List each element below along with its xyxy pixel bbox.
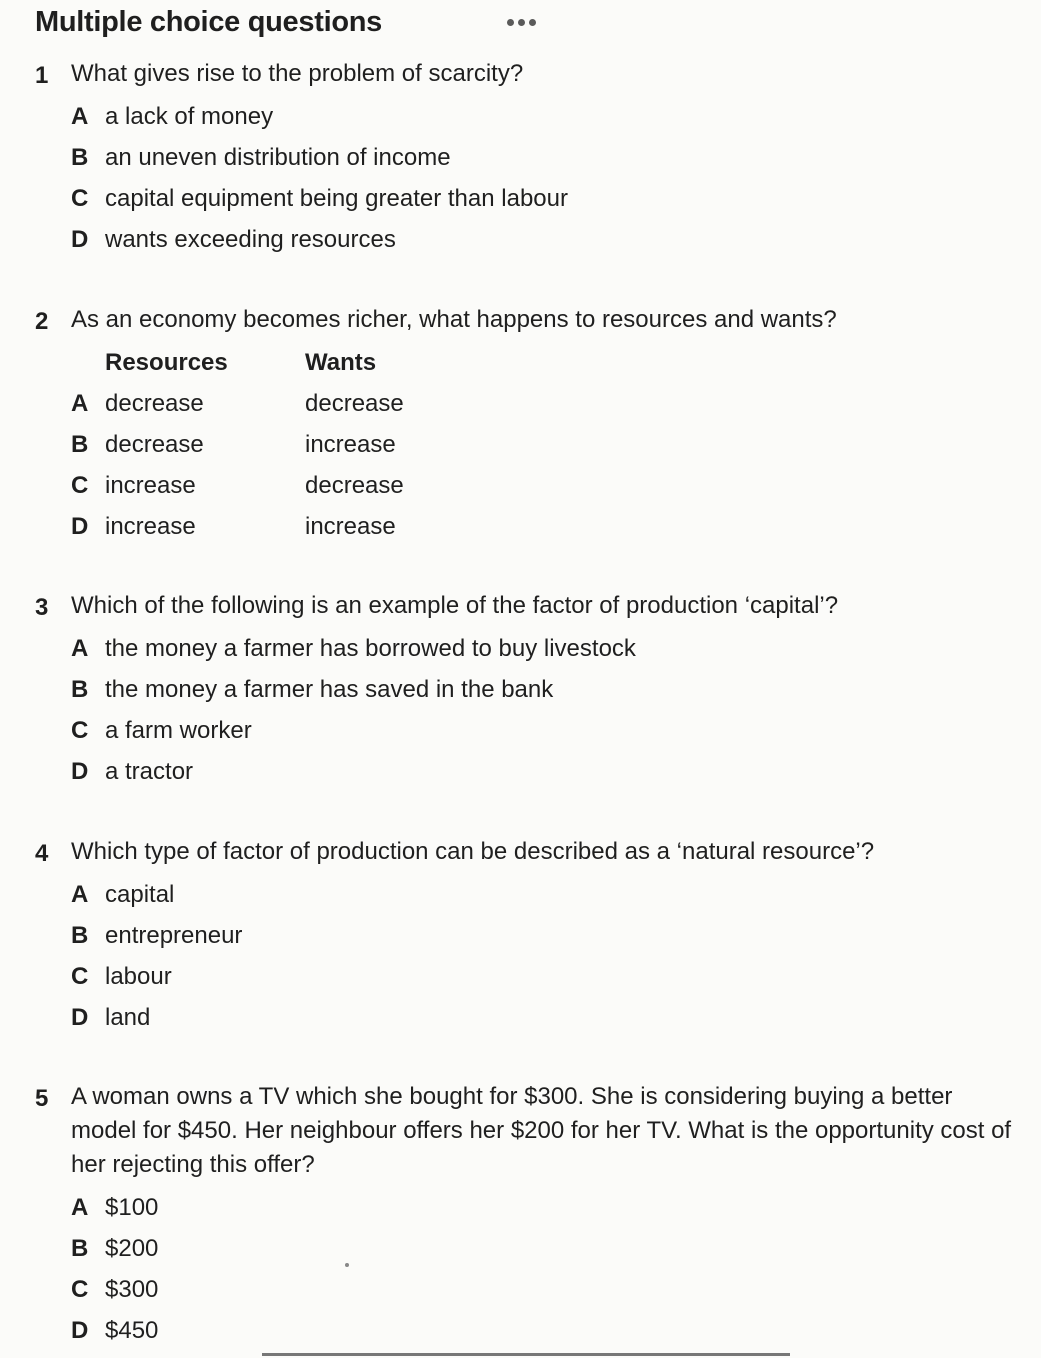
option-text: capital bbox=[105, 881, 175, 908]
question-number: 3 bbox=[35, 594, 49, 621]
option-wants: decrease bbox=[305, 472, 404, 499]
question-number: 2 bbox=[35, 308, 49, 335]
option-text: a tractor bbox=[105, 758, 194, 785]
question-text: Which type of factor of production can be described as a ‘natural resource’? bbox=[71, 838, 875, 865]
option-text: an uneven distribution of income bbox=[105, 144, 451, 171]
option-letter: A bbox=[71, 881, 89, 908]
option-text: $100 bbox=[105, 1194, 159, 1221]
option-wants: decrease bbox=[305, 390, 404, 417]
option-text: land bbox=[105, 1004, 151, 1031]
option-text: $200 bbox=[105, 1235, 159, 1262]
option-text: a farm worker bbox=[105, 717, 252, 744]
option-letter: C bbox=[71, 717, 89, 744]
option-letter: B bbox=[71, 431, 89, 458]
option-letter: A bbox=[71, 635, 89, 662]
column-header-resources: Resources bbox=[105, 349, 228, 376]
option-letter: B bbox=[71, 676, 89, 703]
option-letter: B bbox=[71, 922, 89, 949]
ellipsis-dots-icon bbox=[507, 15, 540, 29]
question-text: What gives rise to the problem of scarcity? bbox=[71, 60, 524, 87]
option-letter: A bbox=[71, 103, 89, 130]
option-letter: D bbox=[71, 758, 89, 785]
option-letter: D bbox=[71, 1004, 89, 1031]
option-wants: increase bbox=[305, 513, 396, 540]
question-number: 1 bbox=[35, 62, 49, 89]
option-resources: decrease bbox=[105, 431, 204, 458]
option-letter: D bbox=[71, 226, 89, 253]
question-text: As an economy becomes richer, what happens to resources and wants? bbox=[71, 306, 837, 333]
option-letter: A bbox=[71, 1194, 89, 1221]
option-resources: decrease bbox=[105, 390, 204, 417]
option-letter: B bbox=[71, 1235, 89, 1262]
option-letter: B bbox=[71, 144, 89, 171]
option-wants: increase bbox=[305, 431, 396, 458]
option-text: $300 bbox=[105, 1276, 159, 1303]
question-number: 5 bbox=[35, 1085, 49, 1112]
option-text: $450 bbox=[105, 1317, 159, 1344]
scan-speck bbox=[345, 1263, 349, 1267]
option-letter: C bbox=[71, 1276, 89, 1303]
option-text: the money a farmer has saved in the bank bbox=[105, 676, 554, 703]
option-letter: C bbox=[71, 963, 89, 990]
option-resources: increase bbox=[105, 472, 196, 499]
option-text: a lack of money bbox=[105, 103, 274, 130]
option-text: capital equipment being greater than labour bbox=[105, 185, 568, 212]
option-letter: C bbox=[71, 185, 89, 212]
option-letter: D bbox=[71, 1317, 89, 1344]
option-text: labour bbox=[105, 963, 172, 990]
option-text: entrepreneur bbox=[105, 922, 243, 949]
question-number: 4 bbox=[35, 840, 49, 867]
option-letter: C bbox=[71, 472, 89, 499]
option-resources: increase bbox=[105, 513, 196, 540]
question-text: Which of the following is an example of the factor of production ‘capital’? bbox=[71, 592, 839, 619]
option-text: the money a farmer has borrowed to buy livestock bbox=[105, 635, 636, 662]
column-header-wants: Wants bbox=[305, 349, 377, 376]
page-title: Multiple choice questions bbox=[35, 6, 382, 38]
bottom-divider bbox=[262, 1353, 790, 1356]
option-letter: A bbox=[71, 390, 89, 417]
option-letter: D bbox=[71, 513, 89, 540]
question-text: A woman owns a TV which she bought for $300. She is considering buying a better model for $450. Her neighbour offers her $200 for her TV. What is the opportunity cost of her rejecting this offer? bbox=[71, 1083, 1012, 1178]
option-text: wants exceeding resources bbox=[105, 226, 396, 253]
